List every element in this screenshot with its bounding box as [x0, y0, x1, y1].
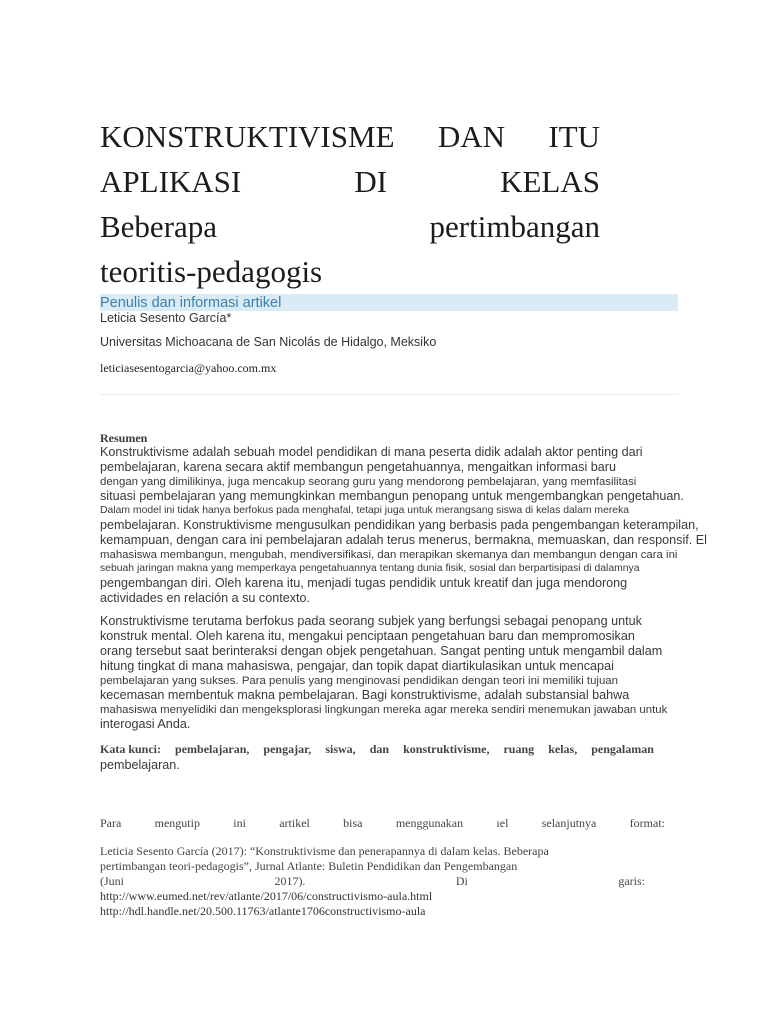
- reference-line: pertimbangan teori-pedagogis”, Jurnal Atlante: Buletin Pendidikan dan Pengembangan: [100, 859, 518, 873]
- author-name: Leticia Sesento García*: [100, 311, 232, 325]
- text-line: situasi pembelajaran yang memungkinkan membangun penopang untuk mengembangkan pengetahuan.: [100, 489, 684, 503]
- text-line: sebuah jaringan makna yang memperkaya pengetahuannya tentang dunia fisik, sosial dan berpartisipasi di dalamnya: [100, 563, 640, 574]
- author-info-header: Penulis dan informasi artikel: [100, 294, 678, 311]
- abstract-heading: Resumen: [100, 431, 148, 445]
- text-line: konstruk mental. Oleh karena itu, mengakui penciptaan pengetahuan baru dan mempromosikan: [100, 629, 635, 643]
- text-line: interogasi Anda.: [100, 717, 191, 731]
- text-line: hitung tingkat di mana mahasiswa, pengajar, dan topik dapat diartikulasikan untuk mencapai: [100, 659, 614, 673]
- text-line: pembelajaran yang sukses. Para penulis yang menginovasi pendidikan dengan teori ini memiliki tujuan: [100, 675, 618, 687]
- title-line-2: APLIKASI DI KELAS: [100, 164, 600, 199]
- author-email[interactable]: leticiasesentogarcia@yahoo.com.mx: [100, 361, 277, 375]
- text-line: orang tersebut saat berinteraksi dengan objek pengetahuan. Sangat penting untuk mengambil dalam: [100, 644, 663, 658]
- keywords-line-1: Kata kunci: pembelajaran, pengajar, siswa, dan konstruktivisme, ruang kelas, pengalaman: [100, 742, 654, 756]
- text-line: mahasiswa membangun, mengubah, mendiversifikasi, dan merapikan skemanya dan membangun dengan cara ini: [100, 549, 678, 561]
- title-line-3: Beberapa pertimbangan: [100, 209, 600, 244]
- text-line: dengan yang dimilikinya, juga mencakup seorang guru yang mendorong pembelajaran, yang memfasilitasi: [100, 476, 637, 488]
- text-line: pembelajaran, karena secara aktif membangun pengetahuannya, mengaitkan informasi baru: [100, 460, 616, 474]
- keywords: [100, 742, 654, 773]
- keywords-line-2: pembelajaran.: [100, 758, 180, 772]
- abstract-paragraph-2: [100, 614, 754, 732]
- text-line: Konstruktivisme terutama berfokus pada seorang subjek yang berfungsi sebagai penopang untuk: [100, 614, 642, 628]
- author-institution: Universitas Michoacana de San Nicolás de Hidalgo, Meksiko: [100, 335, 437, 349]
- handle-url-link[interactable]: http://hdl.handle.net/20.500.11763/atlante1706constructivismo-aula: [100, 904, 426, 918]
- text-line: mahasiswa menyelidiki dan mengeksplorasi lingkungan mereka agar mereka sendiri menemukan jawaban untuk: [100, 704, 668, 716]
- text-line: pembelajaran. Konstruktivisme mengusulkan pendidikan yang berbasis pada pengembangan keterampilan,: [100, 518, 699, 532]
- article-title: [100, 114, 600, 294]
- abstract-paragraph-1: [100, 445, 754, 606]
- citation-intro: Para mengutip ini artikel bisa menggunakan ıel selanjutnya format:: [100, 816, 665, 830]
- title-line-4: teoritis-pedagogis: [100, 254, 323, 289]
- citation-reference: [100, 844, 645, 919]
- text-line: pengembangan diri. Oleh karena itu, menjadi tugas pendidik untuk kreatif dan juga mendorong: [100, 576, 628, 590]
- reference-line: Leticia Sesento García (2017): “Konstruktivisme dan penerapannya di dalam kelas. Beberapa: [100, 844, 549, 858]
- section-divider: [100, 394, 678, 395]
- text-line: Dalam model ini tidak hanya berfokus pada menghafal, tetapi juga untuk merangsang siswa di kelas dalam mereka: [100, 505, 630, 516]
- text-line: kecemasan membentuk makna pembelajaran. Bagi konstruktivisme, adalah substansial bahwa: [100, 688, 630, 702]
- title-line-1: KONSTRUKTIVISME DAN ITU: [100, 119, 600, 154]
- text-line: kemampuan, dengan cara ini pembelajaran adalah terus menerus, bermakna, memuaskan, dan responsif. El: [100, 533, 707, 547]
- reference-line: (Juni 2017). Di garis:: [100, 874, 645, 888]
- text-line: actividades en relación a su contexto.: [100, 591, 311, 605]
- reference-url-link[interactable]: http://www.eumed.net/rev/atlante/2017/06/constructivismo-aula.html: [100, 889, 433, 903]
- text-line: Konstruktivisme adalah sebuah model pendidikan di mana peserta didik adalah aktor penting dari: [100, 445, 643, 459]
